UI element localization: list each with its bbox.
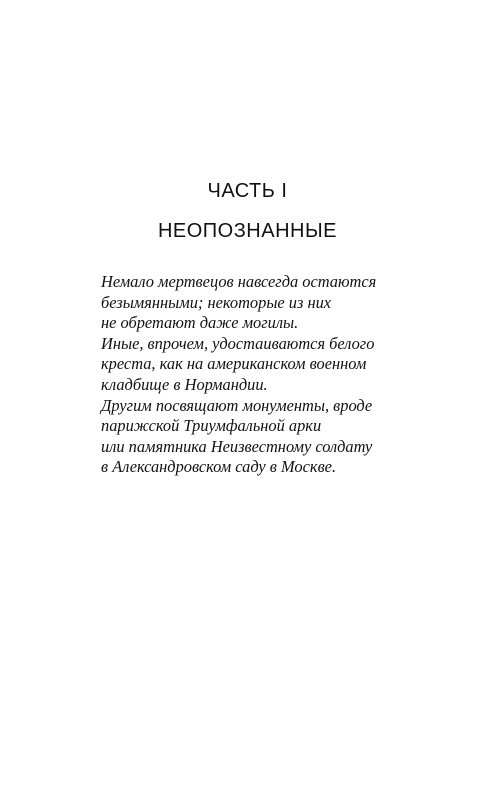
epigraph-line: Немало мертвецов навсегда остаются (101, 272, 377, 291)
epigraph-line: безымянными; некоторые из них (101, 292, 332, 312)
epigraph-line: Иные, впрочем, удостаиваются белого (101, 333, 375, 353)
part-title-heading: НЕОПОЗНАННЫЕ (157, 220, 338, 242)
part-number-heading: ЧАСТЬ I (207, 180, 288, 202)
epigraph-line: кладбище в Нормандии. (101, 374, 268, 394)
epigraph-line: не обретают даже могилы. (101, 313, 299, 333)
epigraph-line: креста, как на американском военном (101, 354, 367, 374)
epigraph-line: Другим посвящают монументы, вроде (101, 395, 373, 415)
epigraph (101, 272, 401, 478)
epigraph-line: в Александровском саду в Москве. (101, 457, 337, 477)
epigraph-line: парижской Триумфальной арки (101, 416, 322, 436)
epigraph-line: или памятника Неизвестному солдату (101, 436, 373, 456)
